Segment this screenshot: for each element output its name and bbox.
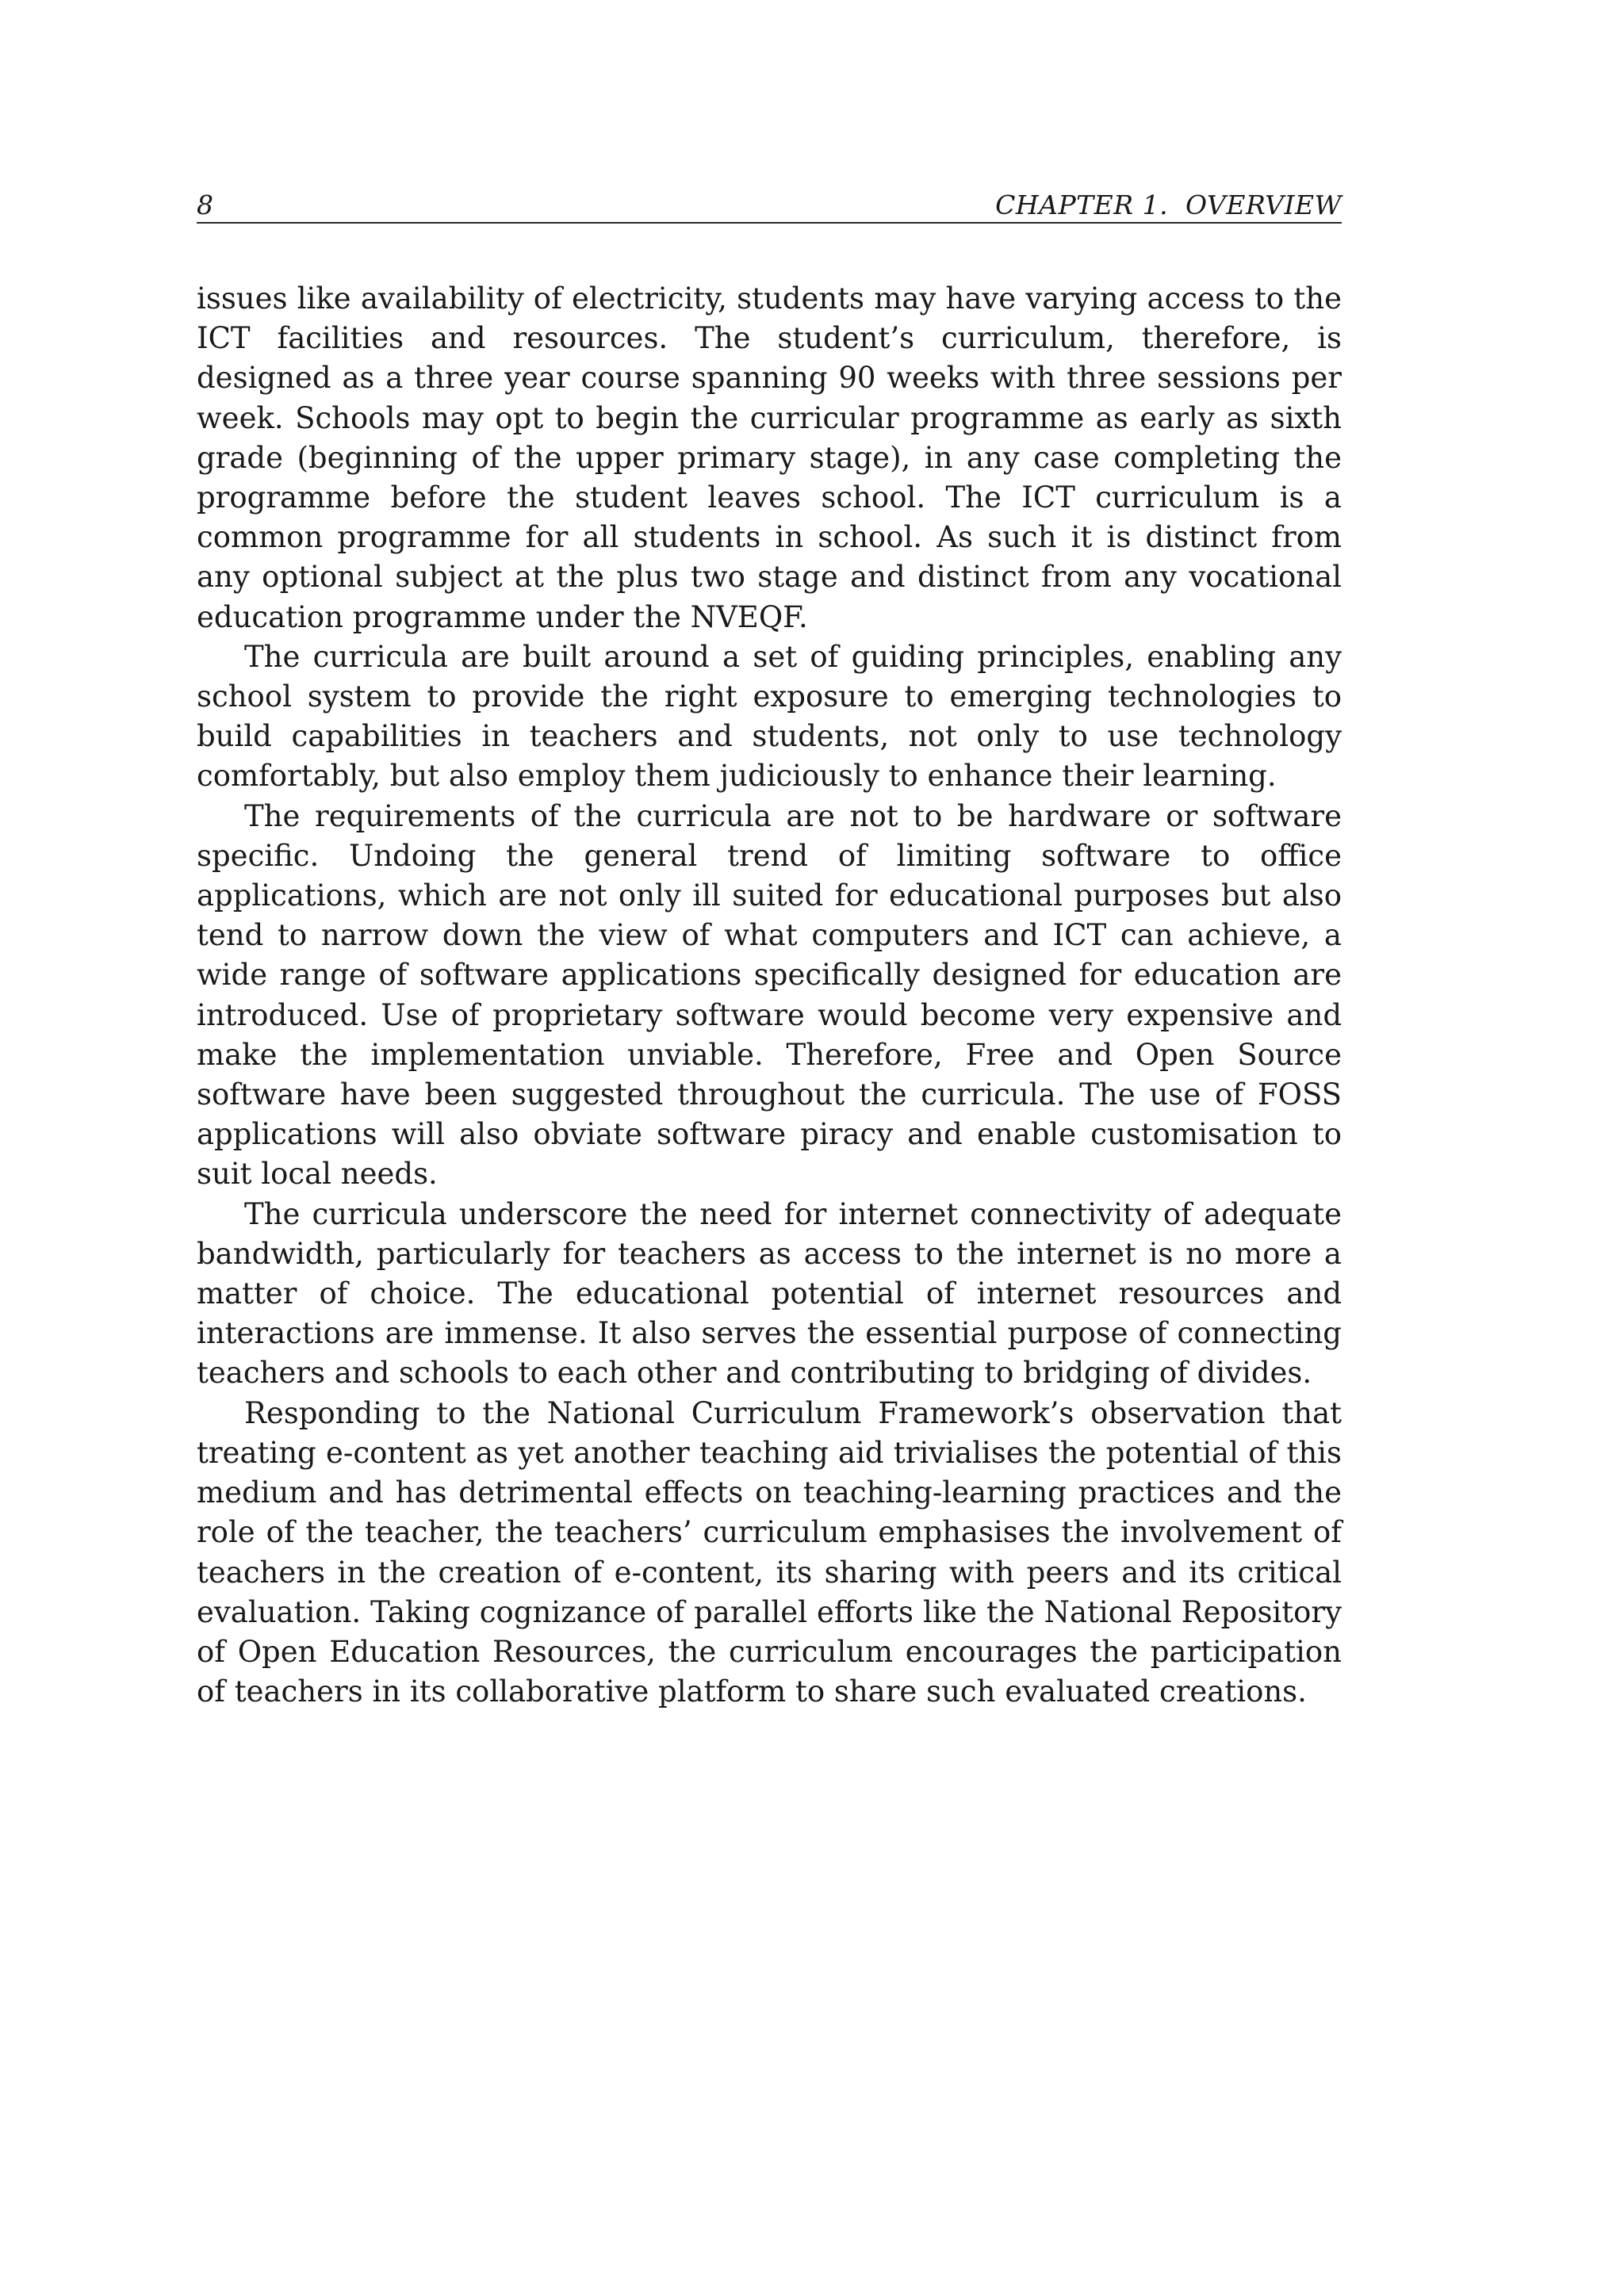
paragraph-2: The curricula are built around a set of guiding principles, enabling any school system to provide the right exposure to emerging technologies to build capabilities in teachers and students, not only to use technology comfortably, but also employ them judiciously to enhance their learning.	[197, 639, 1342, 794]
paragraph-4: The curricula underscore the need for internet connectivity of adequate bandwidth, particularly for teachers as access to the internet is no more a matter of choice. The educational potential of internet resources and interactions are immense. It also serves the essential purpose of connecting teachers and schools to each other and contributing to bridging of divides.	[197, 1196, 1342, 1391]
paragraph-1: issues like availability of electricity, students may have varying access to the ICT facilities and resources. The student’s curriculum, therefore, is designed as a three year course spanning 90 weeks with three sessions per week. Schools may opt to begin the curricular programme as early as sixth grade (beginning of the upper primary stage), in any case completing the programme before the student leaves school. The ICT curriculum is a common programme for all students in school. As such it is distinct from any optional subject at the plus two stage and distinct from any vocational education programme under the NVEQF.	[197, 281, 1342, 634]
paragraph-5: Responding to the National Curriculum Framework’s observation that treating e-content as yet another teaching aid trivialises the potential of this medium and has detrimental effects on teaching-learning practices and the role of the teacher, the teachers’ curriculum emphasises the involvement of teachers in the creation of e-content, its sharing with peers and its critical evaluation. Taking cognizance of parallel efforts like the National Repository of Open Education Resources, the curriculum encourages the participation of teachers in its collaborative platform to share such evaluated creations.	[197, 1395, 1342, 1709]
chapter-title: CHAPTER 1. OVERVIEW	[995, 189, 1342, 220]
running-header	[197, 189, 1342, 224]
paragraph-3: The requirements of the curricula are not to be hardware or software specific. Undoing the general trend of limiting software to office applications, which are not only ill suited for educational purposes but also tend to narrow down the view of what computers and ICT can achieve, a wide range of software applications specifically designed for education are introduced. Use of proprietary software would become very expensive and make the implementation unviable. Therefore, Free and Open Source software have been suggested throughout the curricula. The use of FOSS applications will also obviate software piracy and enable customisation to suit local needs.	[197, 798, 1342, 1192]
body-text	[197, 279, 1342, 1712]
page-number: 8	[197, 189, 213, 220]
